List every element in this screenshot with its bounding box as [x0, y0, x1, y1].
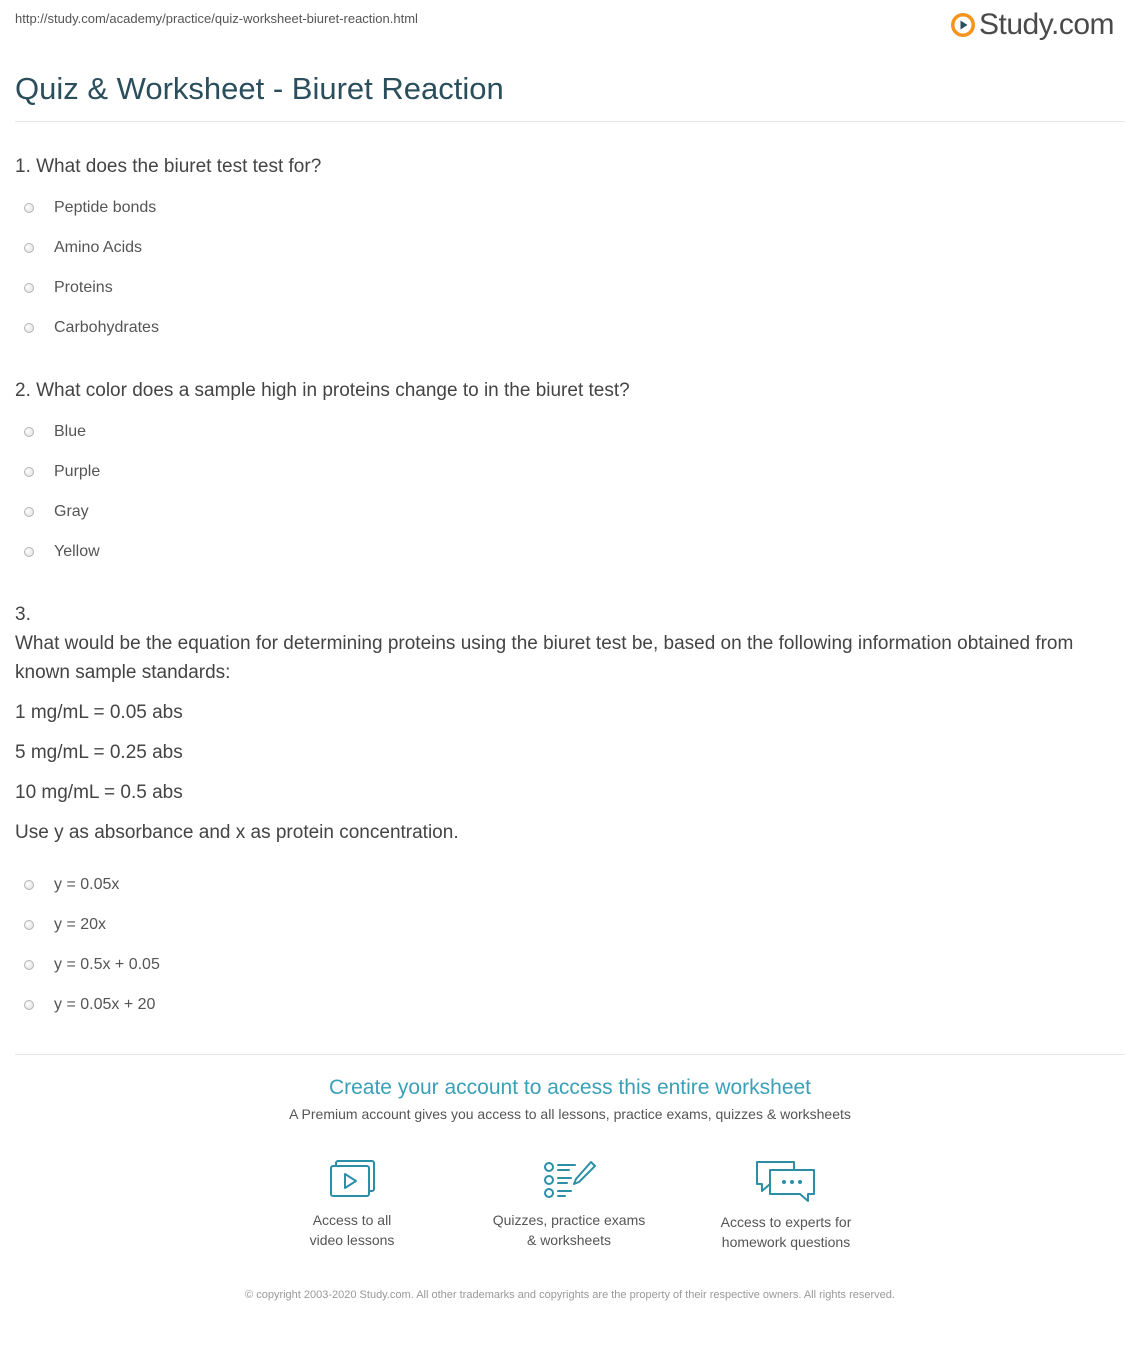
- feature-label-line: Access to all: [312, 1212, 392, 1228]
- answer-label: y = 20x: [54, 916, 107, 933]
- answer-label: Blue: [54, 423, 87, 440]
- radio-button[interactable]: [24, 880, 34, 890]
- feature-label-line: Quizzes, practice exams: [492, 1212, 646, 1228]
- feature-label: [469, 1210, 669, 1250]
- answer-label: Purple: [54, 463, 101, 480]
- answer-option[interactable]: [15, 188, 1115, 228]
- feature-label-line: video lessons: [309, 1232, 395, 1248]
- answer-option[interactable]: [15, 268, 1115, 308]
- radio-button[interactable]: [24, 507, 34, 517]
- question-data-line: 1 mg/mL = 0.05 abs: [15, 702, 183, 723]
- answer-option[interactable]: [15, 492, 1115, 532]
- question-data-line: 5 mg/mL = 0.25 abs: [15, 742, 183, 763]
- question-2: [15, 376, 1115, 572]
- answer-label: Carbohydrates: [54, 319, 159, 336]
- feature-quizzes: [469, 1158, 669, 1250]
- answer-options: [15, 188, 1115, 348]
- answer-label: y = 0.5x + 0.05: [54, 956, 160, 973]
- copyright-footer: © copyright 2003-2020 Study.com. All other trademarks and copyrights are the property of their respective owners. All rights reserved.: [245, 1289, 895, 1301]
- feature-label-line: & worksheets: [526, 1232, 612, 1248]
- feature-label-line: Access to experts for: [720, 1214, 852, 1230]
- answer-option[interactable]: [15, 452, 1115, 492]
- feature-video-lessons: [252, 1158, 452, 1250]
- radio-button[interactable]: [24, 427, 34, 437]
- answer-label: Peptide bonds: [54, 199, 157, 216]
- signup-cta: [0, 1076, 1140, 1122]
- feature-label: [252, 1210, 452, 1250]
- feature-label: [686, 1212, 886, 1252]
- answer-options: [15, 865, 1115, 1025]
- answer-option[interactable]: [15, 308, 1115, 348]
- answer-label: Gray: [54, 503, 89, 520]
- cta-title-link[interactable]: Create your account to access this entire worksheet: [328, 1076, 812, 1099]
- radio-button[interactable]: [24, 243, 34, 253]
- radio-button[interactable]: [24, 960, 34, 970]
- feature-label-line: homework questions: [721, 1234, 851, 1250]
- radio-button[interactable]: [24, 1000, 34, 1010]
- question-number: 3.: [15, 604, 31, 625]
- question-text: 2. What color does a sample high in proteins change to in the biuret test?: [15, 380, 630, 401]
- page-title: Quiz & Worksheet - Biuret Reaction: [15, 71, 504, 106]
- chat-bubbles-icon: [754, 1158, 818, 1204]
- radio-button[interactable]: [24, 467, 34, 477]
- answer-option[interactable]: [15, 228, 1115, 268]
- radio-button[interactable]: [24, 283, 34, 293]
- play-logo-icon: [950, 12, 976, 38]
- answer-label: Amino Acids: [54, 239, 143, 256]
- section-divider: [15, 1054, 1125, 1055]
- radio-button[interactable]: [24, 203, 34, 213]
- question-instruction: Use y as absorbance and x as protein concentration.: [15, 822, 459, 843]
- answer-options: [15, 412, 1115, 572]
- answer-option[interactable]: [15, 532, 1115, 572]
- question-1: [15, 152, 1115, 348]
- question-data-line: 10 mg/mL = 0.5 abs: [15, 782, 183, 803]
- answer-label: Proteins: [54, 279, 113, 296]
- answer-option[interactable]: [15, 412, 1115, 452]
- answer-label: y = 0.05x + 20: [54, 996, 156, 1013]
- logo-text: Study.com: [979, 8, 1114, 41]
- study-logo[interactable]: [950, 8, 1114, 42]
- answer-option[interactable]: [15, 905, 1115, 945]
- answer-label: Yellow: [54, 543, 100, 560]
- question-text: 1. What does the biuret test test for?: [15, 156, 322, 177]
- title-divider: [15, 121, 1125, 122]
- quiz-checklist-icon: [541, 1158, 597, 1202]
- feature-experts: [686, 1158, 886, 1252]
- answer-option[interactable]: [15, 865, 1115, 905]
- answer-option[interactable]: [15, 945, 1115, 985]
- video-lessons-icon: [326, 1158, 378, 1202]
- cta-subtitle: A Premium account gives you access to all lessons, practice exams, quizzes & worksheets: [289, 1106, 851, 1122]
- question-text: What would be the equation for determining proteins using the biuret test be, based on the following information obtained from known sample standards:: [15, 633, 1074, 683]
- question-3: [15, 600, 1115, 1025]
- radio-button[interactable]: [24, 920, 34, 930]
- radio-button[interactable]: [24, 547, 34, 557]
- radio-button[interactable]: [24, 323, 34, 333]
- answer-label: y = 0.05x: [54, 876, 120, 893]
- page-url: http://study.com/academy/practice/quiz-worksheet-biuret-reaction.html: [15, 11, 418, 26]
- answer-option[interactable]: [15, 985, 1115, 1025]
